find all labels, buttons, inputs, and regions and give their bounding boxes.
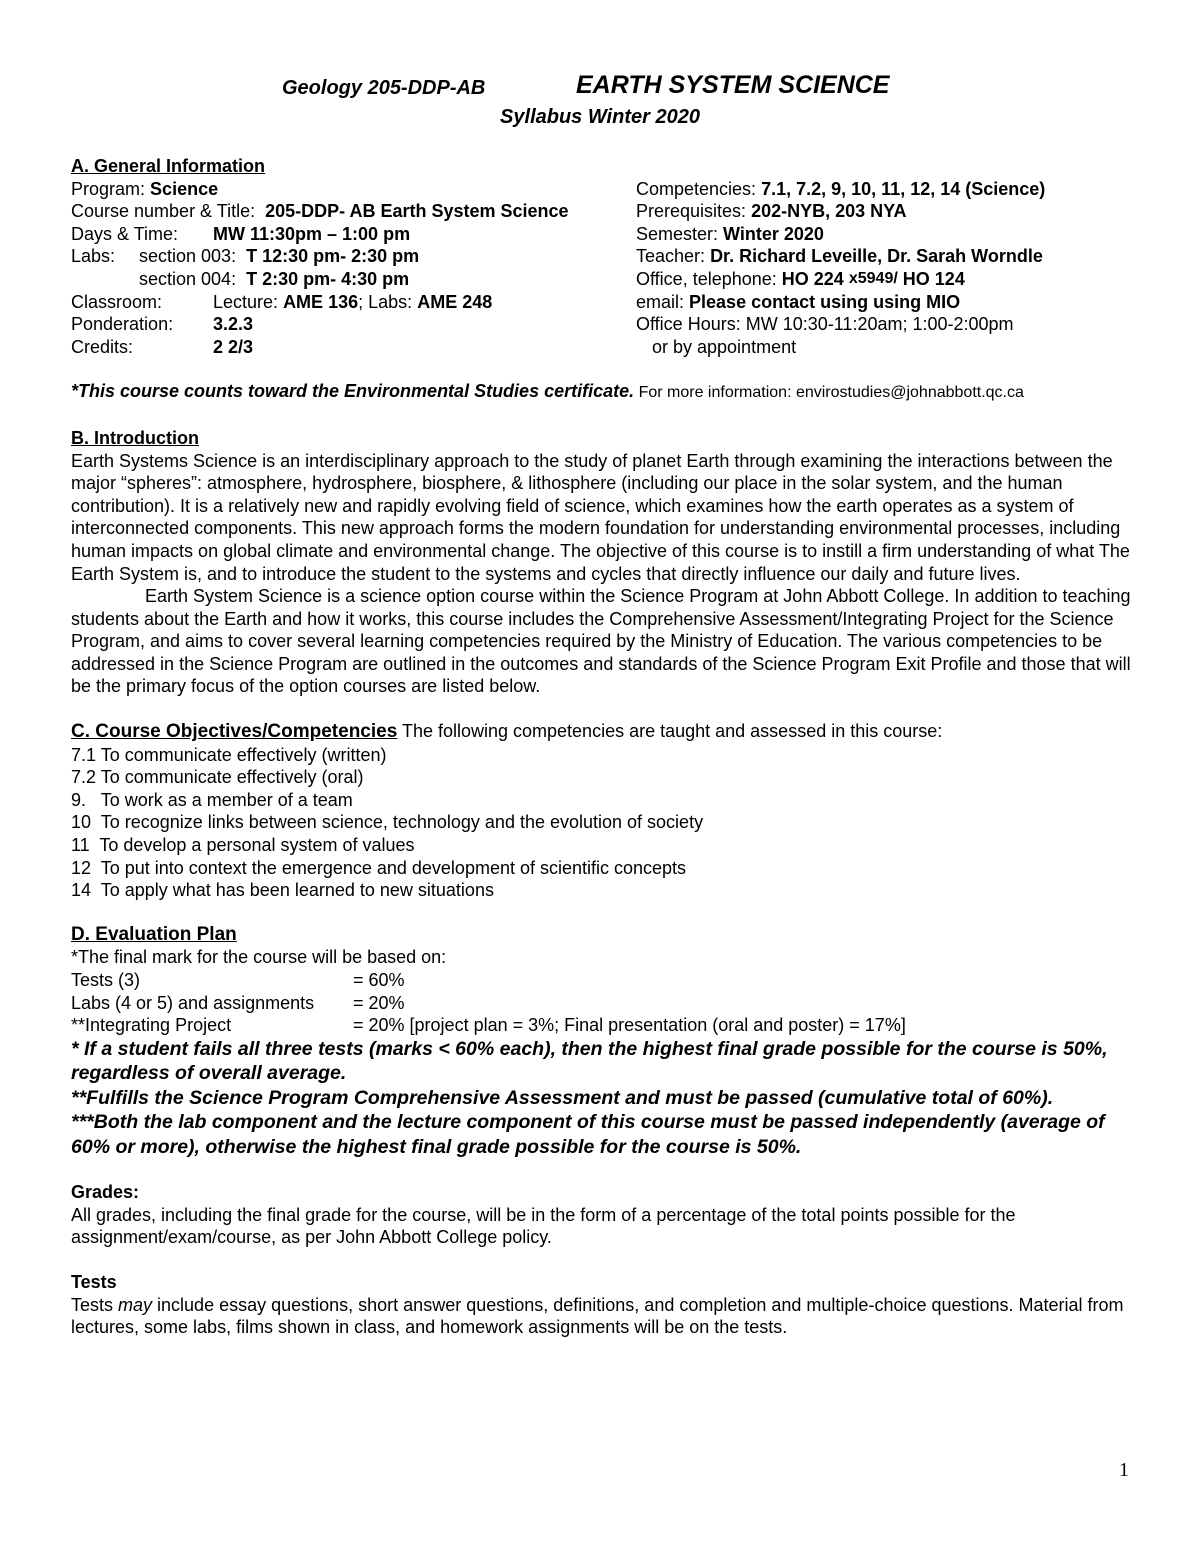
- labs-row-1: [71, 245, 636, 268]
- evaluation-note-tests: * If a student fails all three tests (marks < 60% each), then the highest final grade possible for the course is 50%, regardless of overall average.: [71, 1037, 1108, 1085]
- semester-row: [636, 223, 1141, 246]
- evaluation-weight: = 20% [project plan = 3%; Final presentation (oral and poster) = 17%]: [353, 1015, 906, 1036]
- competencies-row: [636, 178, 1141, 201]
- labs-room: AME 248: [417, 291, 493, 312]
- evaluation-note-components: ***Both the lab component and the lecture component of this course must be passed independently (average of 60% or more), otherwise the highest final grade possible for the course is 50%.: [71, 1111, 1105, 1158]
- evaluation-intro: *The final mark for the course will be based on:: [71, 947, 447, 968]
- days-label: Days & Time:: [71, 223, 179, 244]
- competency-item: 14 To apply what has been learned to new situations: [71, 880, 494, 901]
- office-extension: x5949/: [848, 269, 898, 287]
- evaluation-item: Tests (3): [71, 970, 141, 990]
- labs-section-003-value: T 12:30 pm- 2:30 pm: [246, 246, 420, 267]
- program-label: Program:: [71, 178, 146, 199]
- email-row: [636, 291, 1141, 314]
- labs-label: Labs:: [71, 246, 116, 267]
- room-separator: ;: [358, 291, 364, 312]
- tests-heading: Tests: [71, 1272, 117, 1293]
- page-number: 1: [1119, 1459, 1129, 1481]
- evaluation-item: **Integrating Project: [71, 1015, 232, 1036]
- evaluation-item: Labs (4 or 5) and assignments: [71, 992, 315, 1013]
- tests-text-post: include essay questions, short answer questions, definitions, and completion and multiple-choice questions. Material from lectures, some labs, films shown in class, and homework assignments will be on the tests.: [71, 1294, 1124, 1338]
- grades-text: All grades, including the final grade for the course, will be in the form of a percentage of the total points possible for the assignment/exam/course, as per John Abbott College policy.: [71, 1204, 1016, 1248]
- lecture-label: Lecture:: [213, 291, 279, 312]
- objectives-heading: C. Course Objectives/Competencies: [71, 721, 398, 743]
- course-row: [71, 200, 636, 223]
- introduction-paragraph-2: Earth System Science is a science option course within the Science Program at John Abbott College. In addition to teaching students about the Earth and how it works, this course includes the Comprehensive Assessment/Integrating Project for the Science Program, and aims to cover several learning competencies required by the Ministry of Education. The various competencies to be addressed in the Science Program are outlined in the outcomes and standards of the Science Program Exit Profile and those that will be the primary focus of the option courses are listed below.: [71, 586, 1131, 697]
- tests-text-may: may: [118, 1294, 153, 1315]
- evaluation-note-integrating: **Fulfills the Science Program Comprehensive Assessment and must be passed (cumulative total of 60%).: [71, 1086, 1054, 1109]
- teacher-label: Teacher:: [636, 246, 706, 267]
- competency-item: 9. To work as a member of a team: [71, 789, 353, 810]
- evaluation-row: [71, 969, 1141, 992]
- general-info-left: [71, 178, 636, 359]
- office-hours-label: Office Hours:: [636, 314, 741, 335]
- tests-text: [71, 1294, 1141, 1339]
- office-label: Office, telephone:: [636, 268, 777, 289]
- labs-section-004-value: T 2:30 pm- 4:30 pm: [246, 268, 410, 289]
- evaluation-heading: D. Evaluation Plan: [71, 923, 237, 945]
- competency-item: 10 To recognize links between science, technology and the evolution of society: [71, 812, 704, 833]
- syllabus-content: [71, 155, 1141, 1339]
- env-studies-bold: *This course counts toward the Environmental Studies certificate.: [71, 381, 635, 402]
- course-label: Course number & Title:: [71, 201, 256, 222]
- competency-item: 12 To put into context the emergence and development of scientific concepts: [71, 857, 687, 878]
- credits-value: 2 2/3: [213, 336, 254, 357]
- days-row: [71, 223, 636, 246]
- title-row: [0, 71, 1200, 104]
- general-info-right: [636, 178, 1141, 359]
- office-hours-extra: or by appointment: [652, 336, 797, 357]
- ponderation-row: [71, 313, 636, 336]
- program-value: Science: [150, 178, 219, 199]
- evaluation-weight: = 60%: [353, 970, 405, 990]
- prerequisites-value: 202-NYB, 203 NYA: [751, 201, 907, 222]
- lecture-room: AME 136: [283, 291, 359, 312]
- competency-item: 11 To develop a personal system of values: [71, 835, 415, 856]
- course-value: 205-DDP- AB Earth System Science: [265, 201, 569, 222]
- classroom-label: Classroom:: [71, 291, 163, 312]
- semester-value: Winter 2020: [723, 223, 824, 244]
- competencies-value: 7.1, 7.2, 9, 10, 11, 12, 14 (Science): [761, 178, 1046, 199]
- office-value-c: HO 124: [902, 268, 965, 289]
- classroom-row: [71, 291, 636, 314]
- env-studies-info: For more information: envirostudies@johnabbott.qc.ca: [634, 384, 1024, 402]
- office-hours-value: MW 10:30-11:20am; 1:00-2:00pm: [745, 314, 1014, 335]
- credits-label: Credits:: [71, 336, 134, 357]
- email-value: Please contact using using MIO: [689, 291, 961, 312]
- teacher-value: Dr. Richard Leveille, Dr. Sarah Worndle: [710, 246, 1043, 267]
- evaluation-weight: = 20%: [353, 992, 405, 1013]
- objectives-line: [71, 720, 1141, 744]
- grades-heading: Grades:: [71, 1182, 140, 1203]
- general-info-grid: [71, 178, 1141, 359]
- office-row: [636, 268, 1141, 291]
- credits-row: [71, 336, 636, 359]
- evaluation-row: [71, 1014, 1141, 1037]
- evaluation-row: [71, 992, 1141, 1015]
- competency-list: [71, 744, 1141, 902]
- prerequisites-label: Prerequisites:: [636, 201, 747, 222]
- competencies-label: Competencies:: [636, 178, 757, 199]
- office-hours-row: [636, 313, 1141, 336]
- office-value-a: HO 224: [781, 268, 844, 289]
- program-row: [71, 178, 636, 201]
- labs-row-2: [71, 268, 636, 291]
- labs-section-004-label: section 004:: [139, 268, 237, 289]
- ponderation-label: Ponderation:: [71, 314, 174, 335]
- objectives-lead: The following competencies are taught and assessed in this course:: [397, 721, 943, 742]
- course-title: EARTH SYSTEM SCIENCE: [576, 71, 890, 99]
- introduction-paragraph-1: Earth Systems Science is an interdisciplinary approach to the study of planet Earth through examining the interactions between the major “spheres”: atmosphere, hydrosphere, biosphere, & lithosphere (including our place in the solar system, and the human contribution). It is a relatively new and rapidly evolving field of science, which examines how the earth operates as a system of interconnected components. This new approach forms the modern foundation for understanding environmental processes, including human impacts on global climate and environmental change. The objective of this course is to instill a firm understanding of what The Earth System is, and to introduce the student to the systems and cycles that directly influence our daily and future lives.: [71, 450, 1130, 584]
- course-code: Geology 205-DDP-AB: [282, 77, 486, 99]
- teacher-row: [636, 245, 1141, 268]
- labs-section-003-label: section 003:: [139, 246, 237, 267]
- ponderation-value: 3.2.3: [213, 314, 254, 335]
- introduction-heading: B. Introduction: [71, 427, 199, 448]
- labs-room-label: Labs:: [368, 291, 413, 312]
- general-info-heading: A. General Information: [71, 156, 266, 176]
- syllabus-subtitle: Syllabus Winter 2020: [500, 106, 700, 128]
- semester-label: Semester:: [636, 223, 719, 244]
- prerequisites-row: [636, 200, 1141, 223]
- competency-item: 7.1 To communicate effectively (written): [71, 744, 387, 765]
- tests-text-pre: Tests: [71, 1294, 119, 1315]
- competency-item: 7.2 To communicate effectively (oral): [71, 767, 364, 788]
- office-hours-extra-row: [636, 336, 1141, 359]
- email-label: email:: [636, 291, 685, 312]
- env-studies-note: [71, 380, 1141, 405]
- days-value: MW 11:30pm – 1:00 pm: [213, 223, 411, 244]
